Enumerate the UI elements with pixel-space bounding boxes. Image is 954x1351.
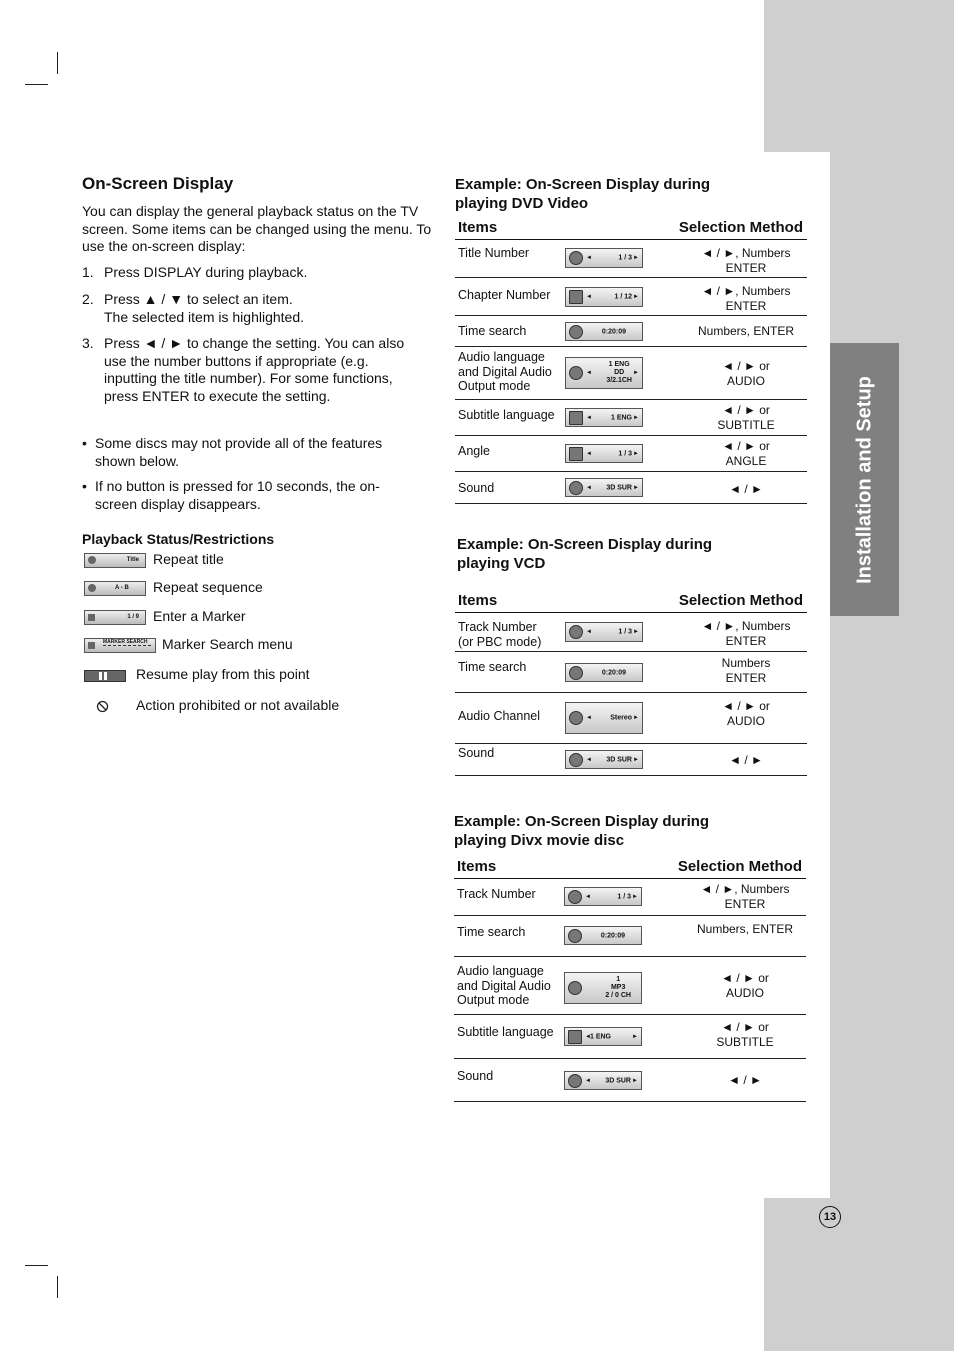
- table-row: Angle ◄ 1 / 3 ► ◄ / ► or ANGLE: [455, 436, 807, 472]
- page-number: 13: [819, 1206, 841, 1228]
- camera-icon: [569, 447, 583, 461]
- prohibited-icon: [96, 700, 109, 718]
- table-header: Items Selection Method: [455, 592, 807, 613]
- subtitle-icon: [568, 1030, 582, 1044]
- section-tab: [830, 343, 899, 616]
- osd-track-number: ◄ 1 / 3 ►: [565, 622, 643, 642]
- osd-title-number: ◄ 1 / 3 ►: [565, 248, 643, 268]
- table-row: Subtitle language ◄ 1 ENG ► ◄ / ► or SUBTITLE: [454, 1015, 806, 1059]
- section-tab-label: Installation and Setup: [853, 375, 875, 584]
- disc-icon: [569, 625, 583, 639]
- table-row: Audio language and Digital Audio Output mode ◄ 1 ENG DD 3/2.1CH ► ◄ / ► or AUDIO: [455, 347, 807, 400]
- osd-time-search: 0:20:09: [565, 322, 643, 341]
- note-bullet-2: • If no button is pressed for 10 seconds, the on- screen display disappears.: [82, 478, 380, 512]
- table-row: Title Number ◄ 1 / 3 ► ◄ / ►, Numbers ENTER: [455, 240, 807, 278]
- sound-icon: [569, 481, 583, 495]
- osd-subtitle-language: ◄ 1 ENG ►: [564, 1027, 642, 1046]
- clock-icon: [568, 929, 582, 943]
- table-header: Items Selection Method: [454, 858, 806, 879]
- osd-audio-channel: ◄ Stereo ►: [565, 702, 643, 734]
- table-row: Time search 0:20:09 Numbers, ENTER: [455, 316, 807, 347]
- table-row: Track Number (or PBC mode) ◄ 1 / 3 ► ◄ / ►, Numbers ENTER: [455, 613, 807, 652]
- repeat-title-label: Repeat title: [153, 551, 224, 567]
- marker-search-icon: MARKER SEARCH: [84, 638, 156, 653]
- osd-sound: ◄ 3D SUR ►: [564, 1071, 642, 1090]
- headphones-icon: [568, 981, 582, 995]
- enter-marker-label: Enter a Marker: [153, 608, 246, 624]
- crop-mark: [57, 52, 58, 74]
- table-row: Chapter Number ◄ 1 / 12 ► ◄ / ►, Numbers ENTER: [455, 278, 807, 316]
- table-row: Subtitle language ◄ 1 ENG ► ◄ / ► or SUBTITLE: [455, 400, 807, 436]
- headphones-icon: [569, 366, 583, 380]
- repeat-title-icon: Title: [84, 553, 146, 568]
- table-row: Sound ◄ 3D SUR ► ◄ / ►: [455, 744, 807, 776]
- osd-sound: ◄ 3D SUR ►: [565, 478, 643, 497]
- disc-icon: [568, 890, 582, 904]
- side-band-bottom: [764, 1198, 954, 1351]
- table-row: Audio language and Digital Audio Output mode 1 MP3 2 / 0 CH ◄ / ► or AUDIO: [454, 957, 806, 1015]
- table-row: Track Number ◄ 1 / 3 ► ◄ / ►, Numbers ENTER: [454, 879, 806, 916]
- osd-subtitle-language: ◄ 1 ENG ►: [565, 408, 643, 427]
- dvd-table-heading: Example: On-Screen Display during playing DVD Video: [455, 176, 711, 212]
- table-row: Sound ◄ 3D SUR ► ◄ / ►: [455, 472, 807, 504]
- headphones-icon: [569, 711, 583, 725]
- table-row: Time search 0:20:09 Numbers, ENTER: [454, 916, 806, 957]
- table-row: Time search 0:20:09 Numbers ENTER: [455, 652, 807, 693]
- step-3: 3. Press ◄ / ► to change the setting. You can also use the number buttons if appropriate (e.g. inputting the title number). For some functions, press ENTER to execute the setting.: [82, 335, 405, 404]
- osd-time-search: 0:20:09: [564, 926, 642, 945]
- table-row: Sound ◄ 3D SUR ► ◄ / ►: [454, 1059, 806, 1102]
- table-row: Audio Channel ◄ Stereo ► ◄ / ► or AUDIO: [455, 693, 807, 744]
- osd-chapter-number: ◄ 1 / 12 ►: [565, 287, 643, 307]
- osd-audio-language: ◄ 1 ENG DD 3/2.1CH ►: [565, 357, 643, 389]
- osd-audio-language: 1 MP3 2 / 0 CH: [564, 972, 642, 1004]
- resume-icon: [84, 670, 126, 682]
- crop-mark: [25, 1265, 48, 1266]
- marker-search-label: Marker Search menu: [162, 636, 293, 652]
- repeat-sequence-label: Repeat sequence: [153, 579, 263, 595]
- divx-table-heading: Example: On-Screen Display during playing Divx movie disc: [454, 813, 710, 849]
- subtitle-icon: [569, 411, 583, 425]
- film-icon: [569, 290, 583, 304]
- crop-mark: [25, 84, 48, 85]
- crop-mark: [57, 1276, 58, 1298]
- dvd-table: [455, 219, 807, 504]
- sound-icon: [569, 753, 583, 767]
- divx-table: [454, 858, 806, 1102]
- clock-icon: [569, 325, 583, 339]
- osd-track-number: ◄ 1 / 3 ►: [564, 887, 642, 906]
- page-title: On-Screen Display: [82, 174, 234, 193]
- clock-icon: [569, 666, 583, 680]
- side-band-top: [764, 0, 954, 152]
- note-bullet-1: • Some discs may not provide all of the features shown below.: [82, 435, 383, 469]
- sound-icon: [568, 1074, 582, 1088]
- table-header: Items Selection Method: [455, 219, 807, 240]
- side-band-middle: [830, 152, 954, 1198]
- enter-marker-icon: 1 / 9: [84, 610, 146, 625]
- playback-status-heading: Playback Status/Restrictions: [82, 531, 275, 547]
- osd-sound: ◄ 3D SUR ►: [565, 750, 643, 769]
- vcd-table: [455, 592, 807, 776]
- prohibited-label: Action prohibited or not available: [136, 697, 340, 713]
- osd-time-search: 0:20:09: [565, 663, 643, 682]
- step-1: 1. Press DISPLAY during playback.: [82, 264, 308, 280]
- intro-text: You can display the general playback status on the TV screen. Some items can be changed using the menu. To use the on-screen display:: [82, 203, 432, 254]
- repeat-sequence-icon: A - B: [84, 581, 146, 596]
- vcd-table-heading: Example: On-Screen Display during playing VCD: [457, 536, 713, 572]
- step-2: 2. Press ▲ / ▼ to select an item. The selected item is highlighted.: [82, 291, 304, 325]
- disc-icon: [569, 251, 583, 265]
- resume-label: Resume play from this point: [136, 666, 310, 682]
- osd-angle: ◄ 1 / 3 ►: [565, 444, 643, 463]
